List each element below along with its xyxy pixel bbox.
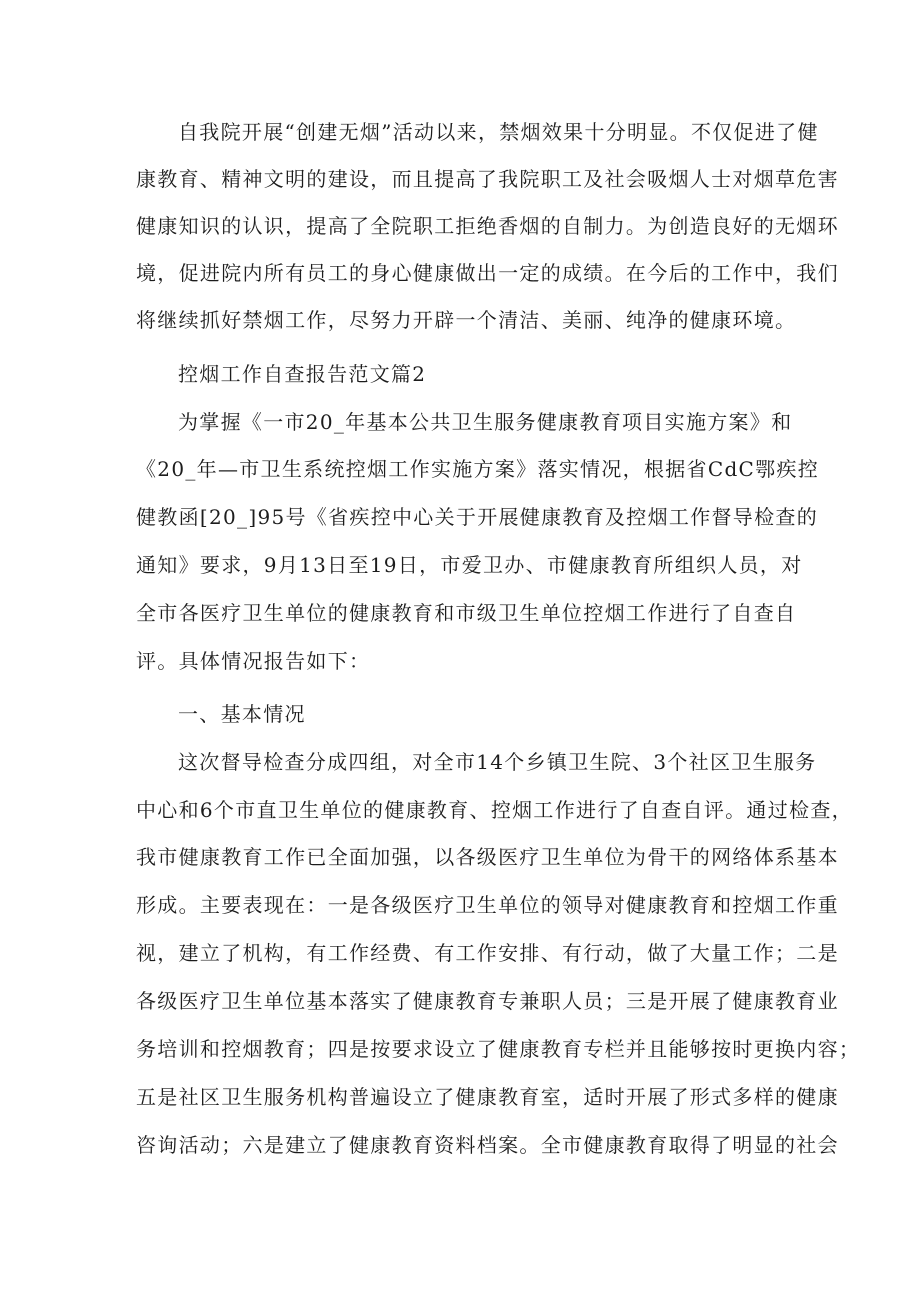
paragraph-line: 各级医疗卫生单位基本落实了健康教育专兼职人员；三是开展了健康教育业: [136, 989, 839, 1013]
paragraph-line: 中心和6个市直卫生单位的健康教育、控烟工作进行了自查自评。通过检查，: [136, 798, 853, 822]
paragraph-line: 咨询活动；六是建立了健康教育资料档案。全市健康教育取得了明显的社会: [136, 1133, 839, 1157]
paragraph-line: 视，建立了机构，有工作经费、有工作安排、有行动，做了大量工作；二是: [136, 941, 839, 965]
paragraph-line: 境，促进院内所有员工的身心健康做出一定的成绩。在今后的工作中，我们: [136, 261, 839, 285]
paragraph-line: 形成。主要表现在：一是各级医疗卫生单位的领导对健康教育和控烟工作重: [136, 893, 839, 917]
paragraph-line: 务培训和控烟教育；四是按要求设立了健康教育专栏并且能够按时更换内容；: [136, 1037, 861, 1061]
paragraph-line: 这次督导检查分成四组，对全市14个乡镇卫生院、3个社区卫生服务: [178, 750, 817, 774]
paragraph-line: 健康知识的认识，提高了全院职工拒绝香烟的自制力。为创造良好的无烟环: [136, 214, 839, 238]
paragraph-line: 将继续抓好禁烟工作，尽努力开辟一个清洁、美丽、纯净的健康环境。: [136, 308, 797, 332]
paragraph-line: 为掌握《一市20_年基本公共卫生服务健康教育项目实施方案》和: [178, 410, 793, 434]
paragraph-line: 通知》要求，9月13日至19日，市爱卫办、市健康教育所组织人员，对: [136, 553, 803, 577]
paragraph-line: 自我院开展“创建无烟”活动以来，禁烟效果十分明显。不仅促进了健: [178, 120, 819, 144]
section-title: 控烟工作自查报告范文篇2: [178, 362, 427, 386]
paragraph-line: 健教函[20_]95号《省疾控中心关于开展健康教育及控烟工作督导检查的: [136, 505, 819, 529]
section-heading: 一、基本情况: [178, 702, 306, 726]
paragraph-line: 全市各医疗卫生单位的健康教育和市级卫生单位控烟工作进行了自查自: [136, 601, 797, 625]
paragraph-line: 五是社区卫生服务机构普遍设立了健康教育室，适时开展了形式多样的健康: [136, 1085, 839, 1109]
paragraph-line: 我市健康教育工作已全面加强，以各级医疗卫生单位为骨干的网络体系基本: [136, 845, 839, 869]
paragraph-line: 《20_年—市卫生系统控烟工作实施方案》落实情况，根据省CdC鄂疾控: [136, 457, 820, 481]
paragraph-line: 评。具体情况报告如下：: [136, 649, 371, 673]
paragraph-line: 康教育、精神文明的建设，而且提高了我院职工及社会吸烟人士对烟草危害: [136, 167, 839, 191]
